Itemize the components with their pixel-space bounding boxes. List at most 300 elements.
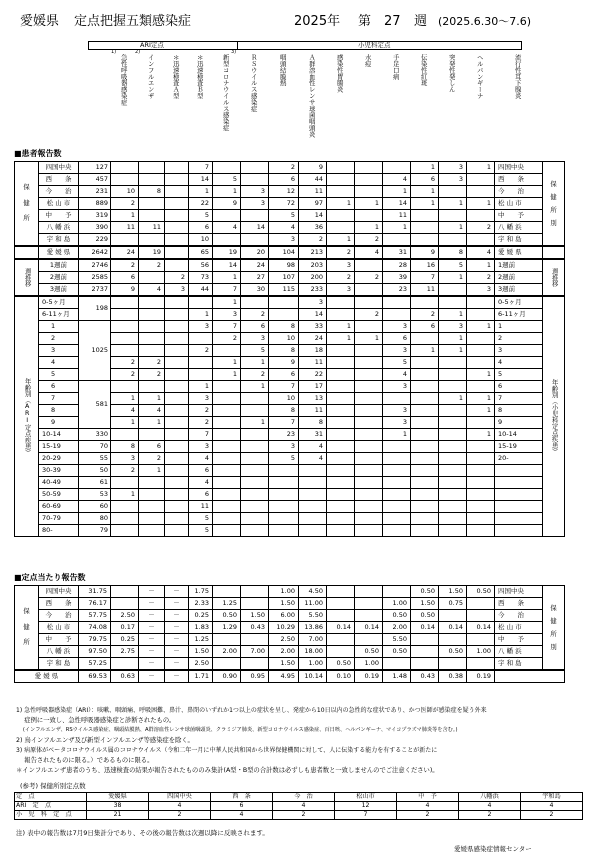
value-cell: 8 bbox=[269, 321, 299, 333]
value-cell bbox=[411, 489, 439, 501]
region-label-right: 中 予 bbox=[495, 210, 543, 222]
value-cell bbox=[355, 477, 383, 489]
value-cell: 229 bbox=[79, 234, 111, 247]
value-cell bbox=[165, 441, 189, 453]
value-cell: 9 bbox=[299, 162, 327, 174]
value-cell bbox=[165, 246, 189, 259]
value-cell: 8 bbox=[111, 441, 139, 453]
value-cell: 60 bbox=[79, 501, 111, 513]
note-line: (インフルエンザ、RSウイルス感染症、咽頭結膜熱、A群溶血性レンサ球菌咽頭炎、クラミジア肺炎、新型コロナウイルス感染症、百日咳、ヘルパンギーナ、マイコプラズマ肺炎等を含む。) bbox=[16, 727, 458, 733]
side-char: 所 bbox=[550, 629, 557, 638]
value-cell bbox=[241, 465, 269, 477]
value-cell: 1 bbox=[139, 465, 165, 477]
value-cell bbox=[241, 598, 269, 610]
ref-row bbox=[15, 811, 583, 820]
value-cell: 0.19 bbox=[467, 670, 495, 683]
age-label-right bbox=[495, 525, 543, 537]
value-cell: 6 bbox=[241, 321, 269, 333]
value-cell: 2 bbox=[111, 259, 139, 272]
value-cell: 1.50 bbox=[189, 646, 213, 658]
value-cell bbox=[467, 513, 495, 525]
value-cell bbox=[213, 513, 241, 525]
value-cell bbox=[467, 309, 495, 321]
age-side-label: 年齢別（ARI定点疾患） bbox=[15, 296, 39, 537]
value-cell bbox=[165, 405, 189, 417]
value-cell bbox=[165, 357, 189, 369]
footnote-mark-3: 3) bbox=[231, 49, 237, 55]
value-cell bbox=[327, 501, 355, 513]
region-label: 中 予 bbox=[39, 210, 79, 222]
value-cell: 23 bbox=[269, 429, 299, 441]
value-cell: 0.19 bbox=[355, 670, 383, 683]
value-cell: 4 bbox=[299, 441, 327, 453]
group-ari: ARI定点 bbox=[140, 41, 164, 49]
value-cell bbox=[383, 441, 411, 453]
age-row bbox=[15, 501, 565, 513]
value-cell: 22 bbox=[299, 369, 327, 381]
value-cell bbox=[213, 417, 241, 429]
value-cell: 6.00 bbox=[269, 610, 299, 622]
value-cell: 1 bbox=[139, 393, 165, 405]
total-row bbox=[15, 670, 565, 683]
ref-cell: 4 bbox=[149, 802, 211, 811]
value-cell bbox=[383, 309, 411, 321]
value-cell: 70 bbox=[79, 441, 111, 453]
value-cell bbox=[213, 525, 241, 537]
age-label-right: 9 bbox=[495, 417, 543, 429]
value-cell: 74.08 bbox=[79, 622, 111, 634]
value-cell: 1 bbox=[411, 198, 439, 210]
table-row bbox=[15, 198, 565, 210]
value-cell bbox=[327, 634, 355, 646]
trend-row bbox=[15, 284, 565, 297]
value-cell bbox=[111, 234, 139, 247]
value-cell: 1 bbox=[439, 272, 467, 284]
region-label: 松 山 市 bbox=[39, 622, 79, 634]
value-cell bbox=[355, 284, 383, 297]
age-label-right: 4 bbox=[495, 357, 543, 369]
value-cell: 0.14 bbox=[327, 622, 355, 634]
value-cell bbox=[213, 345, 241, 357]
value-cell bbox=[327, 405, 355, 417]
value-cell: 17 bbox=[299, 381, 327, 393]
value-cell bbox=[241, 489, 269, 501]
value-cell: 127 bbox=[79, 162, 111, 174]
ref-cell: ARI 定 点 bbox=[15, 802, 87, 811]
value-cell: 5 bbox=[269, 210, 299, 222]
value-cell: 24 bbox=[111, 246, 139, 259]
table-row bbox=[15, 222, 565, 234]
value-cell: 1 bbox=[467, 321, 495, 333]
age-merged-value: 581 bbox=[79, 381, 111, 429]
value-cell bbox=[111, 501, 139, 513]
value-cell: 76.17 bbox=[79, 598, 111, 610]
value-cell: 3 bbox=[383, 417, 411, 429]
value-cell bbox=[327, 162, 355, 174]
value-cell: 1 bbox=[241, 381, 269, 393]
ref-cell: 2 bbox=[521, 811, 583, 820]
side-char: 別 bbox=[550, 218, 557, 227]
value-cell: 5 bbox=[189, 513, 213, 525]
value-cell bbox=[411, 453, 439, 465]
value-cell: 50 bbox=[79, 465, 111, 477]
age-row bbox=[15, 321, 565, 333]
value-cell: 2.00 bbox=[213, 646, 241, 658]
value-cell: － bbox=[139, 598, 165, 610]
value-cell bbox=[165, 162, 189, 174]
age-label-right bbox=[495, 513, 543, 525]
region-label-right: 松 山 市 bbox=[495, 622, 543, 634]
value-cell: 1.00 bbox=[467, 646, 495, 658]
age-row bbox=[15, 525, 565, 537]
region-label: 四国中央 bbox=[39, 586, 79, 598]
region-label-right: 四国中央 bbox=[495, 586, 543, 598]
value-cell bbox=[327, 296, 355, 309]
trend-label: 2週前 bbox=[39, 272, 79, 284]
value-cell bbox=[467, 610, 495, 622]
value-cell: 65 bbox=[189, 246, 213, 259]
value-cell: 1 bbox=[327, 321, 355, 333]
value-cell bbox=[213, 489, 241, 501]
blank bbox=[495, 670, 565, 683]
table-row bbox=[15, 646, 565, 658]
value-cell bbox=[439, 465, 467, 477]
value-cell: 2 bbox=[111, 357, 139, 369]
value-cell: 4 bbox=[467, 246, 495, 259]
value-cell bbox=[383, 586, 411, 598]
value-cell: 3 bbox=[189, 393, 213, 405]
region-label-right: 中 予 bbox=[495, 634, 543, 646]
value-cell bbox=[165, 525, 189, 537]
age-label-right: 15-19 bbox=[495, 441, 543, 453]
value-cell bbox=[467, 489, 495, 501]
value-cell bbox=[241, 634, 269, 646]
value-cell bbox=[139, 381, 165, 393]
table-row bbox=[15, 598, 565, 610]
value-cell bbox=[139, 309, 165, 321]
value-cell: 3 bbox=[327, 284, 355, 297]
age-label-right: 10-14 bbox=[495, 429, 543, 441]
value-cell: 4 bbox=[139, 284, 165, 297]
value-cell: 4 bbox=[111, 405, 139, 417]
value-cell bbox=[327, 210, 355, 222]
value-cell: 5 bbox=[439, 259, 467, 272]
value-cell: 2 bbox=[299, 234, 327, 247]
ref-header-row bbox=[15, 793, 583, 802]
value-cell: 6 bbox=[411, 174, 439, 186]
value-cell: 3 bbox=[467, 284, 495, 297]
value-cell: 5 bbox=[383, 357, 411, 369]
value-cell: 1.29 bbox=[213, 622, 241, 634]
value-cell: 11 bbox=[411, 284, 439, 297]
value-cell: 1 bbox=[467, 429, 495, 441]
value-cell bbox=[411, 234, 439, 247]
value-cell bbox=[467, 296, 495, 309]
value-cell bbox=[383, 465, 411, 477]
value-cell: 1 bbox=[439, 198, 467, 210]
value-cell bbox=[299, 513, 327, 525]
ref-cell: 38 bbox=[87, 802, 149, 811]
value-cell: 3 bbox=[189, 441, 213, 453]
value-cell: 1 bbox=[189, 309, 213, 321]
side-char: 保 bbox=[23, 607, 30, 616]
value-cell bbox=[241, 525, 269, 537]
age-label-right bbox=[495, 465, 543, 477]
value-cell bbox=[241, 513, 269, 525]
value-cell bbox=[355, 381, 383, 393]
value-cell bbox=[213, 453, 241, 465]
value-cell: 14 bbox=[241, 222, 269, 234]
age-label: 80- bbox=[39, 525, 79, 537]
age-side-label-right: 年齢別（小児科定点疾患） bbox=[543, 296, 565, 537]
value-cell bbox=[383, 489, 411, 501]
ref-cell: 2 bbox=[149, 811, 211, 820]
value-cell bbox=[327, 465, 355, 477]
value-cell bbox=[467, 345, 495, 357]
value-cell bbox=[439, 634, 467, 646]
value-cell: 98 bbox=[269, 259, 299, 272]
value-cell bbox=[241, 453, 269, 465]
value-cell: 1 bbox=[327, 198, 355, 210]
age-label: 20-29 bbox=[39, 453, 79, 465]
value-cell bbox=[111, 321, 139, 333]
value-cell bbox=[439, 610, 467, 622]
value-cell: 1 bbox=[467, 198, 495, 210]
value-cell bbox=[439, 453, 467, 465]
age-label-right bbox=[495, 489, 543, 501]
value-cell bbox=[139, 198, 165, 210]
value-cell bbox=[383, 525, 411, 537]
value-cell: 2 bbox=[139, 357, 165, 369]
table-row bbox=[15, 186, 565, 198]
value-cell bbox=[355, 186, 383, 198]
value-cell bbox=[269, 477, 299, 489]
value-cell bbox=[355, 489, 383, 501]
value-cell: 1 bbox=[439, 222, 467, 234]
region-label-right: 今 治 bbox=[495, 610, 543, 622]
value-cell bbox=[411, 381, 439, 393]
health-center-side-label-right bbox=[543, 162, 565, 247]
value-cell: 2737 bbox=[79, 284, 111, 297]
value-cell: 14 bbox=[383, 198, 411, 210]
value-cell: 6 bbox=[189, 465, 213, 477]
table-row bbox=[15, 610, 565, 622]
age-merged-value: 1025 bbox=[79, 321, 111, 381]
value-cell bbox=[241, 162, 269, 174]
value-cell: 55 bbox=[79, 453, 111, 465]
value-cell: 39 bbox=[383, 272, 411, 284]
value-cell: 3 bbox=[241, 198, 269, 210]
value-cell: 6 bbox=[189, 222, 213, 234]
value-cell bbox=[411, 441, 439, 453]
value-cell bbox=[467, 634, 495, 646]
value-cell bbox=[111, 309, 139, 321]
value-cell bbox=[411, 525, 439, 537]
value-cell: 1 bbox=[213, 357, 241, 369]
value-cell: 0.25 bbox=[111, 634, 139, 646]
value-cell bbox=[139, 210, 165, 222]
value-cell bbox=[327, 646, 355, 658]
value-cell: 1 bbox=[213, 369, 241, 381]
value-cell: 97.50 bbox=[79, 646, 111, 658]
value-cell bbox=[355, 162, 383, 174]
value-cell: 4 bbox=[189, 453, 213, 465]
value-cell: 233 bbox=[299, 284, 327, 297]
health-center-side-label bbox=[15, 586, 39, 671]
region-label: 西 条 bbox=[39, 174, 79, 186]
value-cell: 1 bbox=[213, 186, 241, 198]
age-label: 1 bbox=[39, 321, 79, 333]
value-cell bbox=[111, 174, 139, 186]
value-cell bbox=[411, 333, 439, 345]
value-cell bbox=[439, 441, 467, 453]
value-cell: 5.50 bbox=[299, 610, 327, 622]
value-cell: － bbox=[165, 586, 189, 598]
age-row bbox=[15, 296, 565, 309]
age-label-right: 6-11ヶ月 bbox=[495, 309, 543, 321]
value-cell: 2 bbox=[355, 272, 383, 284]
age-label-right: 8 bbox=[495, 405, 543, 417]
age-label-right: 7 bbox=[495, 393, 543, 405]
value-cell: 1 bbox=[467, 405, 495, 417]
value-cell bbox=[355, 357, 383, 369]
value-cell bbox=[165, 381, 189, 393]
value-cell bbox=[241, 429, 269, 441]
value-cell: 1 bbox=[355, 222, 383, 234]
value-cell: 3 bbox=[299, 296, 327, 309]
age-label: 0-5ヶ月 bbox=[39, 296, 79, 309]
value-cell: 14 bbox=[189, 174, 213, 186]
value-cell bbox=[327, 357, 355, 369]
value-cell bbox=[213, 393, 241, 405]
value-cell bbox=[383, 393, 411, 405]
value-cell bbox=[439, 210, 467, 222]
value-cell: 7 bbox=[269, 381, 299, 393]
value-cell: 10 bbox=[189, 234, 213, 247]
value-cell: 33 bbox=[299, 321, 327, 333]
value-cell: 12 bbox=[269, 186, 299, 198]
age-label: 4 bbox=[39, 357, 79, 369]
ref-cell: 4 bbox=[397, 802, 459, 811]
value-cell bbox=[327, 174, 355, 186]
value-cell: 1.75 bbox=[189, 586, 213, 598]
value-cell bbox=[165, 465, 189, 477]
value-cell: 1 bbox=[189, 186, 213, 198]
value-cell bbox=[439, 489, 467, 501]
value-cell: 27 bbox=[241, 272, 269, 284]
value-cell bbox=[327, 222, 355, 234]
footer-org: 愛媛県感染症情報センター bbox=[454, 845, 532, 853]
trend-label-right: 1週前 bbox=[495, 259, 543, 272]
value-cell bbox=[327, 309, 355, 321]
value-cell bbox=[383, 658, 411, 671]
group-shoni: 小児科定点 bbox=[358, 41, 391, 49]
value-cell bbox=[241, 405, 269, 417]
value-cell bbox=[355, 501, 383, 513]
group-band-left bbox=[88, 41, 89, 50]
value-cell bbox=[165, 333, 189, 345]
value-cell bbox=[439, 284, 467, 297]
footnote-mark-1: 1) bbox=[111, 49, 117, 55]
value-cell: 56 bbox=[189, 259, 213, 272]
value-cell bbox=[355, 634, 383, 646]
value-cell: 2 bbox=[411, 309, 439, 321]
value-cell bbox=[411, 634, 439, 646]
value-cell: 5.50 bbox=[383, 634, 411, 646]
value-cell: 4 bbox=[383, 369, 411, 381]
value-cell: 23 bbox=[383, 284, 411, 297]
region-label-right: 西 条 bbox=[495, 598, 543, 610]
table-row bbox=[15, 174, 565, 186]
value-cell: 0.25 bbox=[189, 610, 213, 622]
value-cell: 7 bbox=[189, 162, 213, 174]
value-cell bbox=[411, 405, 439, 417]
region-label: 今 治 bbox=[39, 610, 79, 622]
value-cell: 5 bbox=[241, 345, 269, 357]
value-cell bbox=[111, 296, 139, 309]
value-cell: 1 bbox=[383, 429, 411, 441]
region-label: 愛 媛 県 bbox=[15, 670, 79, 683]
value-cell bbox=[327, 513, 355, 525]
value-cell: 1 bbox=[111, 393, 139, 405]
value-cell: 44 bbox=[189, 284, 213, 297]
side-char: 保 bbox=[550, 179, 557, 188]
value-cell: 2.00 bbox=[383, 622, 411, 634]
age-label-right bbox=[495, 477, 543, 489]
value-cell: 1 bbox=[327, 333, 355, 345]
value-cell bbox=[213, 465, 241, 477]
value-cell: 14 bbox=[299, 210, 327, 222]
value-cell: 0.50 bbox=[467, 586, 495, 598]
value-cell bbox=[139, 513, 165, 525]
value-cell bbox=[139, 501, 165, 513]
value-cell bbox=[355, 610, 383, 622]
value-cell bbox=[383, 234, 411, 247]
value-cell: － bbox=[165, 658, 189, 671]
value-cell: 14 bbox=[213, 259, 241, 272]
value-cell bbox=[165, 174, 189, 186]
table-row bbox=[15, 210, 565, 222]
value-cell bbox=[213, 162, 241, 174]
value-cell bbox=[439, 357, 467, 369]
value-cell: 104 bbox=[269, 246, 299, 259]
age-label: 3 bbox=[39, 345, 79, 357]
value-cell: 200 bbox=[299, 272, 327, 284]
age-row bbox=[15, 477, 565, 489]
value-cell: 6 bbox=[383, 333, 411, 345]
value-cell bbox=[139, 234, 165, 247]
age-label: 30-39 bbox=[39, 465, 79, 477]
value-cell bbox=[213, 429, 241, 441]
group-band-right bbox=[521, 41, 522, 50]
total-row bbox=[15, 246, 565, 259]
value-cell bbox=[355, 586, 383, 598]
value-cell: 2 bbox=[139, 453, 165, 465]
value-cell bbox=[439, 405, 467, 417]
value-cell bbox=[189, 333, 213, 345]
value-cell: 11 bbox=[299, 405, 327, 417]
value-cell bbox=[241, 658, 269, 671]
region-label-right: 愛 媛 県 bbox=[495, 246, 543, 259]
value-cell: － bbox=[139, 610, 165, 622]
value-cell: 11 bbox=[139, 222, 165, 234]
value-cell bbox=[165, 259, 189, 272]
value-cell: 8 bbox=[299, 417, 327, 429]
value-cell: 3 bbox=[383, 321, 411, 333]
age-label-right: 5 bbox=[495, 369, 543, 381]
value-cell: 73 bbox=[189, 272, 213, 284]
value-cell: 1.48 bbox=[383, 670, 411, 683]
